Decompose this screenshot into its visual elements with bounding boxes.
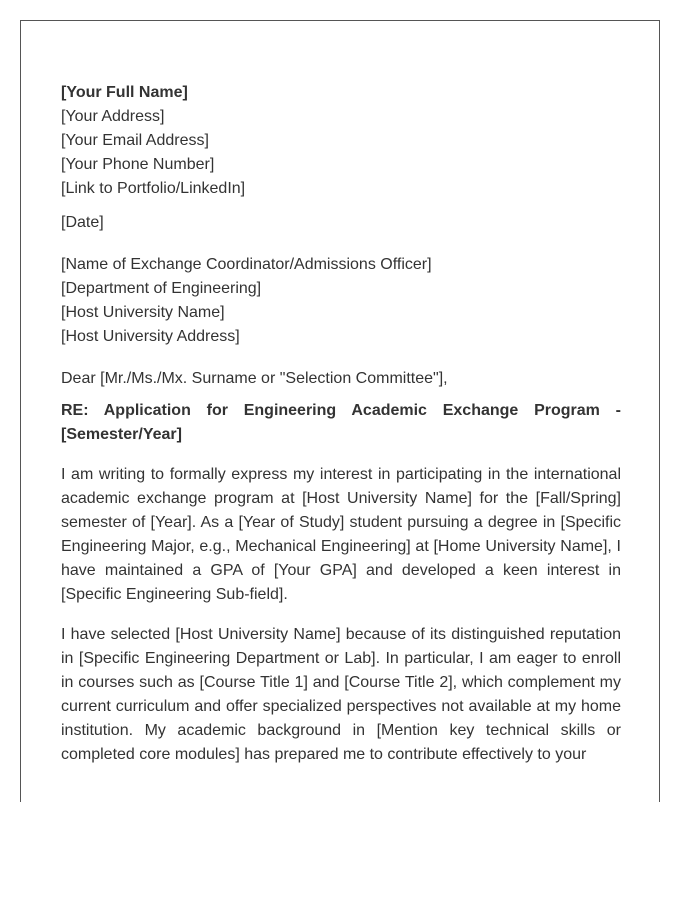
recipient-address: [Host University Address] (61, 328, 240, 345)
sender-block (61, 81, 621, 201)
salutation: Dear [Mr./Ms./Mx. Surname or "Selection Committee"], (61, 370, 448, 387)
recipient-block (61, 253, 621, 349)
sender-link: [Link to Portfolio/LinkedIn] (61, 180, 246, 197)
letter-content (61, 81, 621, 783)
letter-page (20, 20, 660, 802)
sender-phone: [Your Phone Number] (61, 156, 215, 173)
recipient-department: [Department of Engineering] (61, 280, 262, 297)
subject-line: RE: Application for Engineering Academic Exchange Program - [Semester/Year] (61, 402, 621, 443)
recipient-name: [Name of Exchange Coordinator/Admissions Officer] (61, 256, 432, 273)
letter-date: [Date] (61, 214, 104, 231)
sender-address: [Your Address] (61, 108, 165, 125)
recipient-university: [Host University Name] (61, 304, 225, 321)
body-paragraph-2: I have selected [Host University Name] because of its distinguished reputation in [Specific Engineering Department or Lab]. In particular, I am eager to enroll in courses such as [Course Title 1] and [Course Title 2], which complement my current curriculum and offer specialized perspectives not available at my home institution. My academic background in [Mention key technical skills or completed core modules] has prepared me to contribute effectively to your (61, 626, 621, 763)
sender-name: [Your Full Name] (61, 84, 188, 101)
sender-email: [Your Email Address] (61, 132, 209, 149)
body-paragraph-1: I am writing to formally express my interest in participating in the international academic exchange program at [Host University Name] for the [Fall/Spring] semester of [Year]. As a [Year of Study] student pursuing a degree in [Specific Engineering Major, e.g., Mechanical Engineering] at [Home University Name], I have maintained a GPA of [Your GPA] and developed a keen interest in [Specific Engineering Sub-field]. (61, 466, 621, 603)
